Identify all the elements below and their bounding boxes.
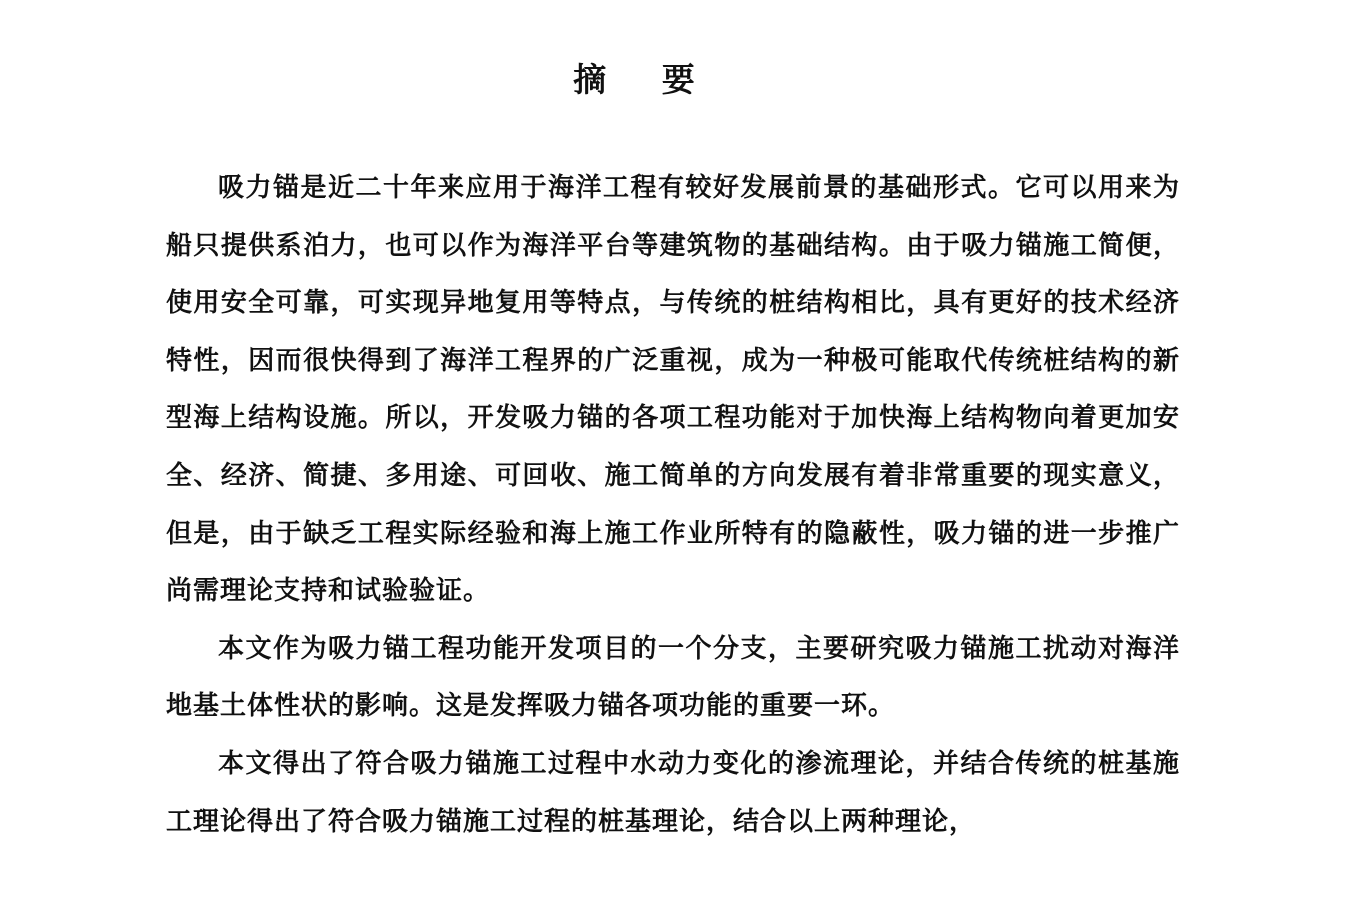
abstract-paragraph-3: 本文得出了符合吸力锚施工过程中水动力变化的渗流理论，并结合传统的桩基施工理论得出了符合吸力锚施工过程的桩基理论，结合以上两种理论，: [166, 748, 1180, 837]
abstract-body: [166, 160, 1180, 851]
abstract-paragraph-1: 吸力锚是近二十年来应用于海洋工程有较好发展前景的基础形式。它可以用来为船只提供系泊力，也可以作为海洋平台等建筑物的基础结构。由于吸力锚施工简便，使用安全可靠，可实现异地复用等特点，与传统的桩结构相比，具有更好的技术经济特性，因而很快得到了海洋工程界的广泛重视，成为一种极可能取代传统桩结构的新型海上结构设施。所以，开发吸力锚的各项工程功能对于加快海上结构物向着更加安全、经济、简捷、多用途、可回收、施工简单的方向发展有着非常重要的现实意义，但是，由于缺乏工程实际经验和海上施工作业所特有的隐蔽性，吸力锚的进一步推广尚需理论支持和试验验证。: [166, 173, 1180, 607]
abstract-paragraph-2: 本文作为吸力锚工程功能开发项目的一个分支，主要研究吸力锚施工扰动对海洋地基土体性状的影响。这是发挥吸力锚各项功能的重要一环。: [166, 633, 1180, 722]
page-title: 摘 要: [573, 60, 717, 99]
